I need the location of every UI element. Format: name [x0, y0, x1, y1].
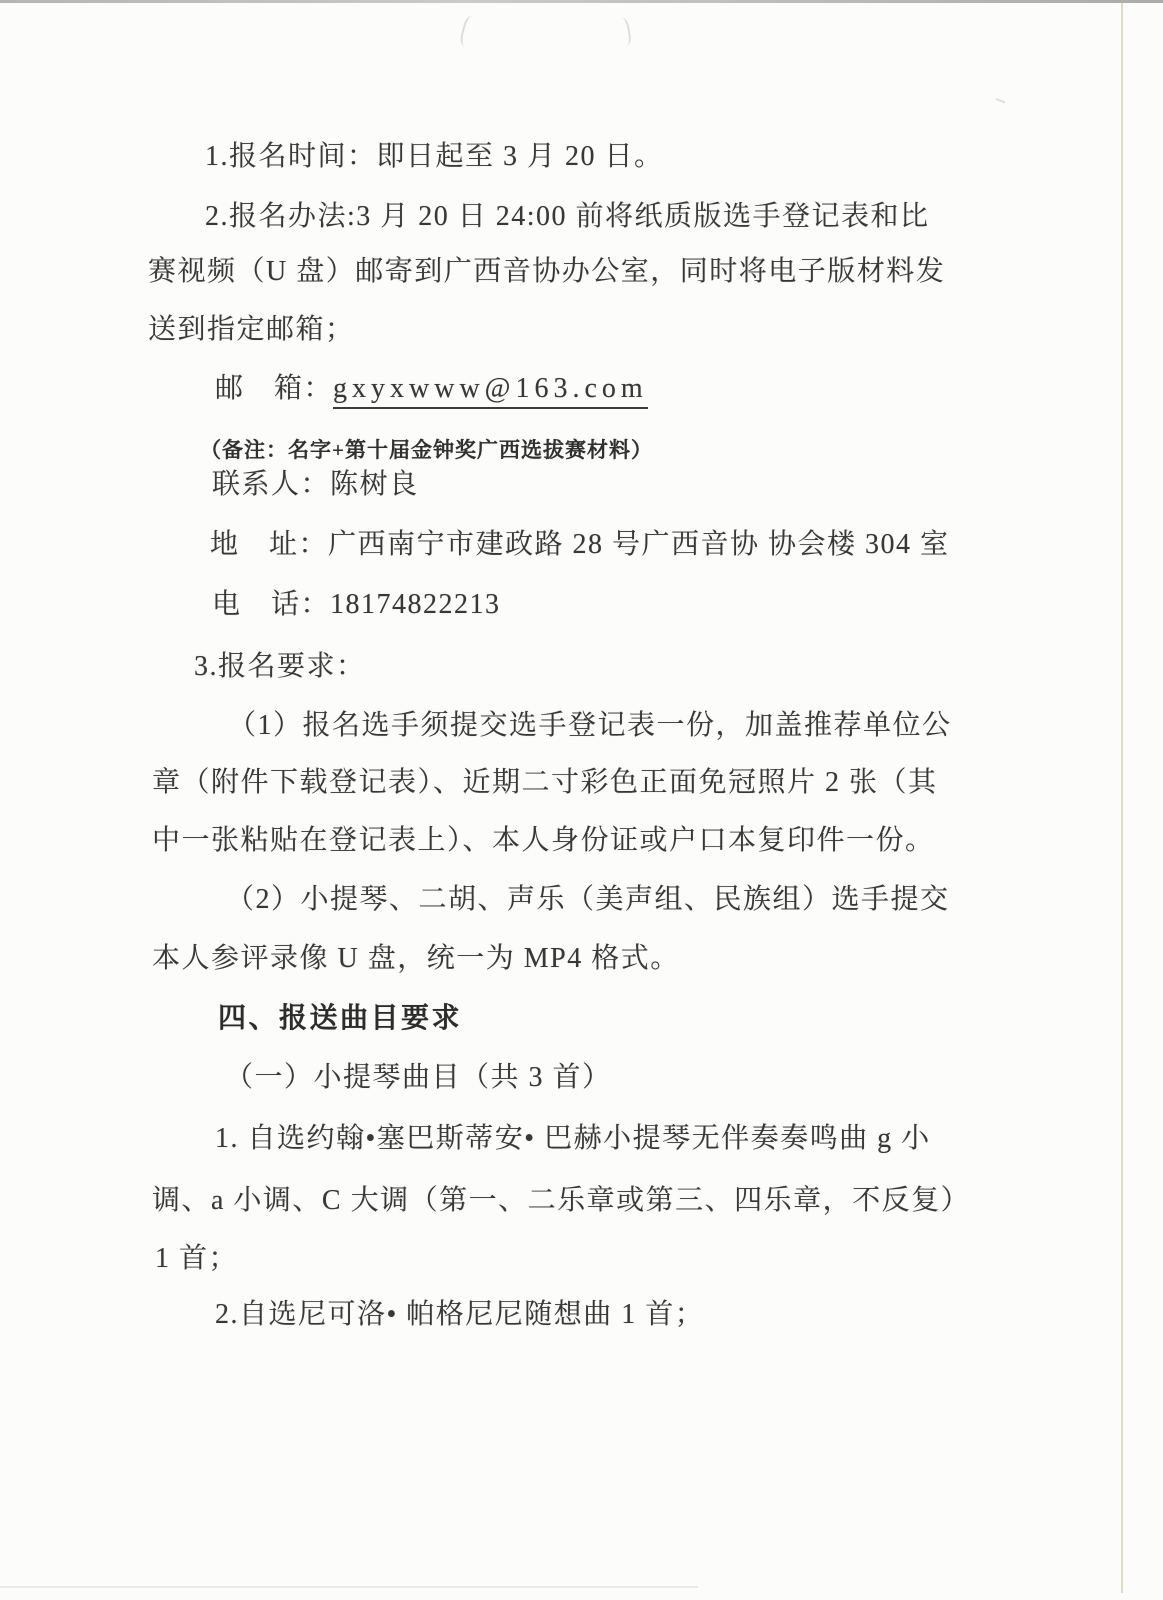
- contact-person-line: 联系人：陈树良: [212, 469, 419, 500]
- email-note-line: （备注：名字+第十届金钟奖广西选拔赛材料）: [200, 438, 653, 462]
- scan-artifact: [614, 17, 633, 47]
- violin-piece-1-line-3: 1 首；: [155, 1243, 239, 1274]
- scan-artifact: [995, 89, 1009, 104]
- scan-artifact: [458, 15, 481, 50]
- scan-edge-top: [0, 0, 1163, 3]
- requirement-1-line-1: （1）报名选手须提交选手登记表一份，加盖推荐单位公: [228, 710, 952, 741]
- email-line: [215, 372, 648, 406]
- scan-artifact-vertical-line: [1121, 3, 1123, 1593]
- requirement-1-line-3: 中一张粘贴在登记表上）、本人身份证或户口本复印件一份。: [152, 825, 935, 856]
- registration-method-line-2: 赛视频（U 盘）邮寄到广西音协办公室，同时将电子版材料发: [148, 256, 946, 287]
- requirement-2-line-1: （2）小提琴、二胡、声乐（美声组、民族组）选手提交: [226, 884, 950, 915]
- requirement-1-line-2: 章（附件下载登记表）、近期二寸彩色正面免冠照片 2 张（其: [152, 767, 938, 798]
- scan-artifact-bottom-line: [0, 1586, 698, 1588]
- repertoire-section-title: 四、报送曲目要求: [218, 1003, 463, 1034]
- requirement-2-line-2: 本人参评录像 U 盘，统一为 MP4 格式。: [152, 943, 680, 974]
- registration-method-line-3: 送到指定邮箱；: [148, 314, 355, 345]
- email-label: 邮 箱：: [215, 373, 334, 404]
- address-line: 地 址：广西南宁市建政路 28 号广西音协 协会楼 304 室: [210, 529, 950, 560]
- violin-repertoire-title: （一）小提琴曲目（共 3 首）: [225, 1062, 612, 1093]
- registration-time-line: 1.报名时间：即日起至 3 月 20 日。: [205, 141, 664, 172]
- violin-piece-2-line: 2.自选尼可洛• 帕格尼尼随想曲 1 首；: [215, 1299, 705, 1330]
- phone-line: 电 话：18174822213: [212, 589, 501, 620]
- email-address: gxyxwww@163.com: [333, 373, 648, 409]
- registration-method-line-1: 2.报名办法:3 月 20 日 24:00 前将纸质版选手登记表和比: [205, 201, 930, 232]
- violin-piece-1-line-1: 1. 自选约翰•塞巴斯蒂安• 巴赫小提琴无伴奏奏鸣曲 g 小: [215, 1123, 931, 1154]
- violin-piece-1-line-2: 调、a 小调、C 大调（第一、二乐章或第三、四乐章，不反复）: [152, 1185, 971, 1216]
- requirements-title-line: 3.报名要求：: [194, 651, 366, 682]
